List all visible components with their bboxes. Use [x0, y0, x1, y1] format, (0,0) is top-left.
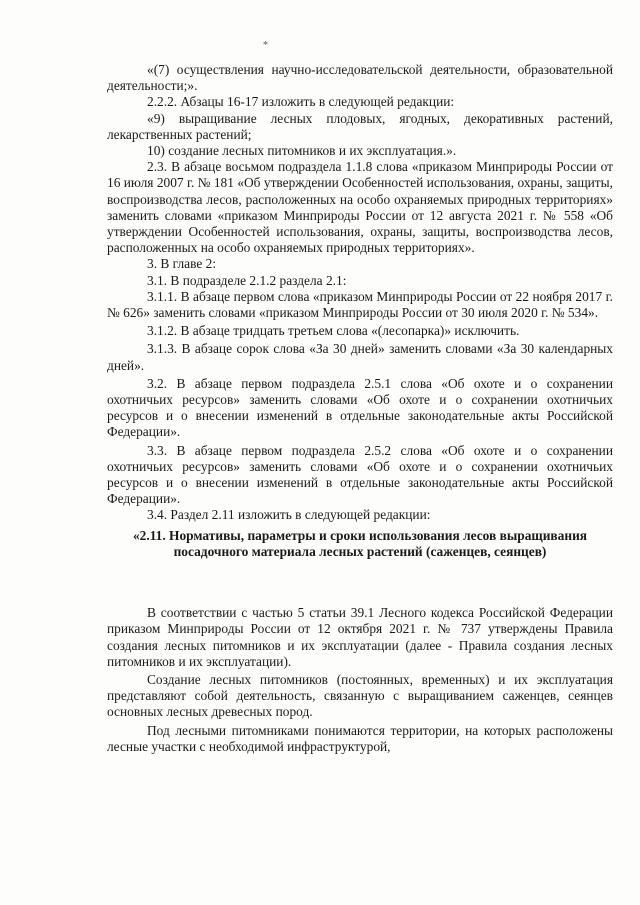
section-heading: «2.11. Нормативы, параметры и сроки использования лесов выращивания посадочного материала лесных растений (саженцев, сеянцев): [132, 527, 588, 559]
paragraph: 3.1.1. В абзаце первом слова «приказом Минприроды России от 22 ноября 2017 г. № 626» заменить словами «приказом Минприроды России от 30 июля 2020 г. № 534».: [107, 288, 613, 321]
paragraph: Под лесными питомниками понимаются территории, на которых расположены лесные участки с необходимой инфраструктурой,: [107, 722, 613, 754]
paragraph: 10) создание лесных питомников и их эксплуатация.».: [147, 143, 457, 159]
paragraph: В соответствии с частью 5 статьи 39.1 Лесного кодекса Российской Федерации приказом Минприроды России от 12 октября 2021 г. № 737 утверждены Правила создания лесных питомников и их эксплуатации (далее - Правила создания лесных питомников и их эксплуатации).: [107, 605, 613, 669]
paragraph: 3.1.3. В абзаце сорок слова «За 30 дней» заменить словами «За 30 календарных дней».: [107, 341, 613, 373]
scan-mark: *: [263, 40, 268, 51]
paragraph: 3. В главе 2:: [147, 256, 217, 272]
paragraph: 3.3. В абзаце первом подраздела 2.5.2 слова «Об охоте и о сохранении охотничьих ресурсов» заменить словами «Об охоте и о сохранении охотничьих ресурсов и о внесении изменений в отдельные законодательные акты Российской Федерации».: [107, 442, 613, 507]
paragraph: «9) выращивание лесных плодовых, ягодных, декоративных растений, лекарственных растений;: [107, 110, 613, 142]
paragraph: 2.3. В абзаце восьмом подраздела 1.1.8 слова «приказом Минприроды России от 16 июля 2007 г. № 181 «Об утверждении Особенностей использования, охраны, защиты, воспроизводства лесов, расположенных на особо охраняемых природных территориях» заменить словами «приказом Минприроды России от 12 августа 2021 г. № 558 «Об утверждении Особенностей использования, охраны, защиты, воспроизводства лесов, расположенных на особо охраняемых природных территориях».: [107, 159, 613, 256]
paragraph: Создание лесных питомников (постоянных, временных) и их эксплуатация представляют собой деятельность, связанную с выращиванием саженцев, сеянцев основных лесных древесных пород.: [107, 671, 613, 720]
paragraph: 3.4. Раздел 2.11 изложить в следующей редакции:: [147, 507, 431, 523]
document-body: [107, 62, 613, 755]
paragraph: 3.1. В подразделе 2.1.2 раздела 2.1:: [147, 272, 347, 288]
paragraph: «(7) осуществления научно-исследовательской деятельности, образовательной деятельности;».: [107, 62, 613, 94]
paragraph: 3.2. В абзаце первом подраздела 2.5.1 слова «Об охоте и о сохранении охотничьих ресурсов» заменить словами «Об охоте и о сохранении охотничьих ресурсов и о внесении изменений в отдельные законодательные акты Российской Федерации».: [107, 375, 613, 440]
paragraph: 2.2.2. Абзацы 16-17 изложить в следующей редакции:: [147, 94, 455, 110]
section-spacer: [107, 560, 613, 605]
paragraph: 3.1.2. В абзаце тридцать третьем слова «(лесопарка)» исключить.: [147, 323, 520, 339]
